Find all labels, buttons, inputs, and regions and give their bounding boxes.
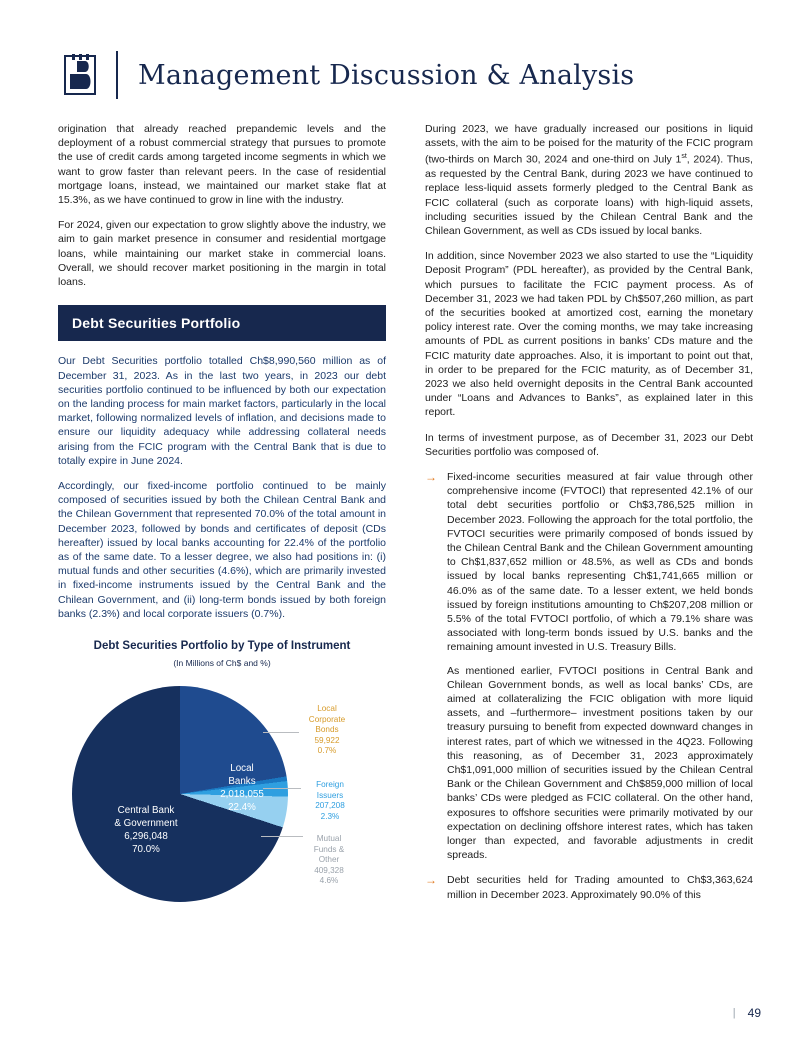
page-number: 49: [747, 1006, 761, 1020]
pie-label-central-bank-government: Central Bank & Government 6,296,048 70.0%: [114, 805, 178, 856]
leader-line-foreign: [263, 788, 301, 789]
ordinal-suffix: st: [681, 153, 687, 161]
right-column: [425, 122, 753, 913]
pie-label-local-banks: Local Banks 2,018,055 22.4%: [220, 763, 264, 814]
pie-chart: [72, 686, 288, 902]
paragraph-liquidity-deposit-program: In addition, since November 2023 we also started to use the “Liquidity Deposit Program” (PDL hereafter), as provided by the Central Bank, which pursues to facilitate the FCIC payment process. As of December 31, 2023 we had taken PDL by Ch$507,260 million, as part of the securities booked at amortized cost, earning the monetary policy interest rate. Over the coming months, we may take increasing amounts of PDL as current positions in banks’ CDs mature and the FCIC maturity date approaches. Also, it is important to point out that, in order to be prepared for the FCIC maturity, as of December 31, 2023 we also held overnight deposits in the Central Bank accounted under “Loans and Advances to Banks”, as explained later in this report.: [425, 250, 753, 419]
footer-separator: |: [732, 1007, 736, 1019]
pie-callout-local-corporate-bonds: Local Corporate Bonds 59,922 0.7%: [308, 704, 346, 756]
paragraph-liquid-assets: [425, 122, 753, 238]
bullet-fvtoci: [425, 470, 753, 862]
paragraph-continuation: origination that already reached prepandemic levels and the deployment of a robust commercial strategy that pursues to promote the use of credit cards among targeted income segments in which we want to grow faster than relevant peers. In the case of residential mortgage loans, instead, we maintained our market stake flat at 15.3%, as we have continued to grow in line with the industry.: [58, 123, 386, 207]
page-footer: [733, 1006, 761, 1020]
section-banner-debt-securities-portfolio: Debt Securities Portfolio: [58, 305, 386, 341]
bullet-fvtoci-paragraph-2: As mentioned earlier, FVTOCI positions in Central Bank and Chilean Government bonds, as well as local banks’ CDs, are aimed at collateralizing the FCIC obligation with more liquid assets, and –furthermore– investment positions taken by our treasury pursuing to benefit from expected downward changes in interest rates, part of which we witnessed in the 4Q23. Following this reasoning, as of December 31, 2023 approximately Ch$1,091,000 million of securities issued by the Chilean Central Bank or the Chilean Government and Ch$859,000 million of local banks’ CDs were pledged as FCIC collateral. On the other hand, exposures to offshore securities were primarily motivated by our expectation on declining offshore interest rates, which has taken longer than expected, and favorable adjustments in credit spreads.: [447, 664, 753, 862]
bullet-trading-paragraph-1: Debt securities held for Trading amounted to Ch$3,363,624 million in December 2023. Approximately 90.0% of this: [447, 874, 753, 901]
bullet-trading: [425, 873, 753, 901]
arrow-bullet-icon: →: [425, 469, 437, 484]
bank-monogram-logo: [58, 52, 102, 98]
paragraph-portfolio-total: Our Debt Securities portfolio totalled Ch$8,990,560 million as of December 31, 2023. As in the last two years, in 2023 our debt securities portfolio continued to be influenced by both our expectation on the landing process for main market factors, particularly in the local market, following normalized levels of inflation, and decisions made to ensure our liquidity adequacy while addressing collateral needs arising from the FCIC program with the Central Bank that is due to totally expire in June 2024.: [58, 355, 386, 467]
chart-debt-securities-by-instrument: [58, 639, 386, 921]
paragraph-liquid-assets-part2: , 2024). Thus, as requested by the Central Bank, during 2023 we have continued to replace less-liquid assets formerly pledged to the Central Bank as FCIC collateral (such as corporate loans) with high-liquid assets, including securities issued by the Chilean Central Bank and the Chilean Government, as well as CDs issued by local banks.: [425, 153, 753, 237]
paragraph-outlook-2024: For 2024, given our expectation to grow slightly above the industry, we aim to gain market presence in consumer and residential mortgage loans, while maintaining our market stake in commercial loans. Overall, we should recover market positioning in the margin in total loans.: [58, 219, 386, 289]
paragraph-investment-purpose: In terms of investment purpose, as of December 31, 2023 our Debt Securities portfolio was composed of.: [425, 431, 753, 458]
header-divider: [116, 51, 118, 99]
chart-subtitle: (In Millions of Ch$ and %): [173, 658, 271, 669]
leader-line-mutual: [261, 836, 303, 837]
chart-plot-area: [58, 676, 386, 921]
pie-callout-mutual-funds-other: Mutual Funds & Other 409,328 4.6%: [313, 834, 345, 886]
left-column: [58, 122, 386, 921]
page-header: [58, 46, 761, 104]
chart-title: Debt Securities Portfolio by Type of Instrument: [93, 640, 351, 653]
paragraph-liquid-assets-part1: During 2023, we have gradually increased our positions in liquid assets, with the aim to be poised for the maturity of the FCIC program (two-thirds on March 30, 2024 and one-third on July 1: [425, 123, 753, 166]
pie-callout-foreign-issuers: Foreign Issuers 207,208 2.3%: [315, 780, 345, 821]
arrow-bullet-icon: →: [425, 873, 437, 888]
bullet-fvtoci-paragraph-1: Fixed-income securities measured at fair value through other comprehensive income (FVTOCI) that represented 42.1% of our total debt securities portfolio or Ch$3,786,525 million in December 2023. Following the approach for the total portfolio, the FVTOCI securities were primarily composed of bonds issued by the Chilean Central Bank and the Chilean Government amounting to Ch$1,837,652 million or 48.5%, as well as CDs and bonds issued by local banks representing Ch$1,741,665 million or 46.0% as of the same date. To a lesser extent, we held bonds issued by foreign institutions amounting to Ch$207,208 million or 5.5% of the total FVTOCI portfolio, of which a 79.1% share was associated with long-term bonds issued by U.S. banks and the remaining amount invested in U.S. Treasury Bills.: [447, 470, 753, 654]
page-title: Management Discussion & Analysis: [138, 59, 635, 91]
paragraph-portfolio-composition: Accordingly, our fixed-income portfolio continued to be mainly composed of securities issued by both the Chilean Central Bank and the Chilean Government that represented 70.0% of the total amount in December 2023, followed by bonds and certificates of deposit (CDs hereafter) issued by local banks accounting for 22.4% of the portfolio as of the same date. To a lesser degree, we also had positions in: (i) mutual funds and other securities (4.6%), which are primarily invested in fixed-income instruments issued by the Central Bank and the Chilean Government, and (ii) long-term bonds issued by both foreign banks (2.3%) and local corporate issuers (0.7%).: [58, 480, 386, 620]
leader-line-corporate: [263, 732, 299, 733]
